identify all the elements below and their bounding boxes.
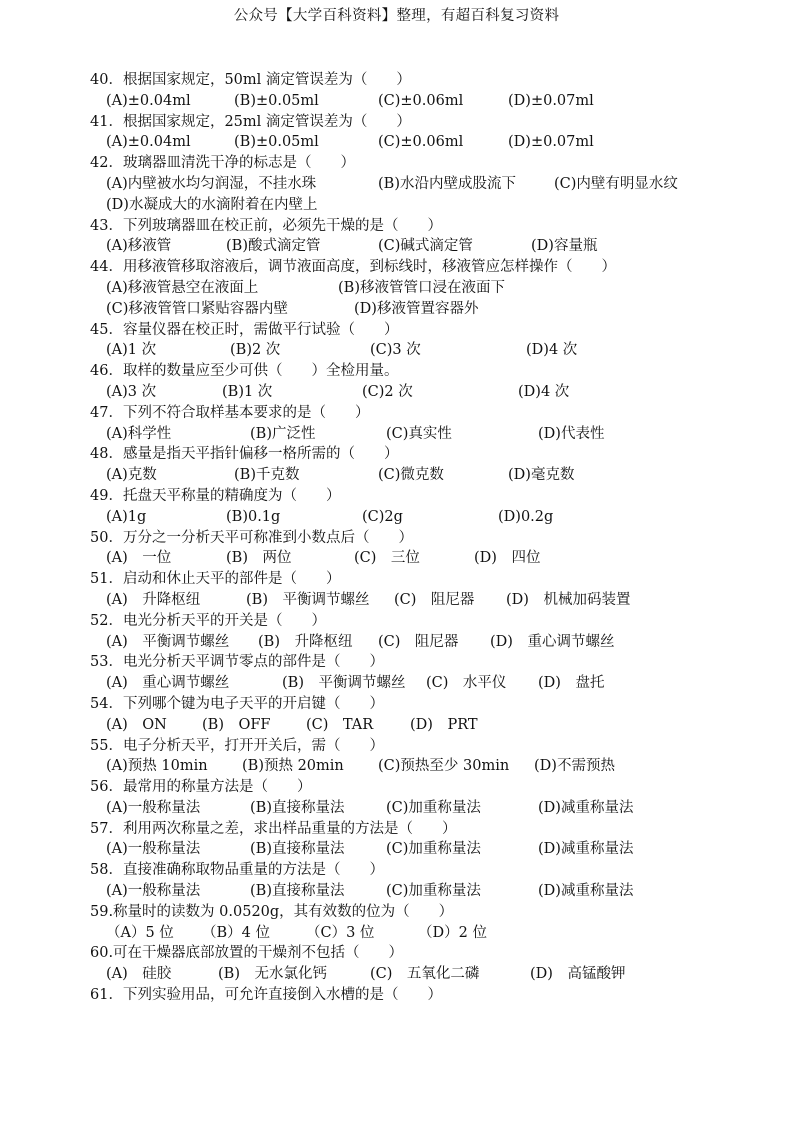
- question-item: [90, 528, 770, 570]
- question-item: [90, 611, 770, 653]
- question-item: [90, 819, 770, 861]
- option-text: (C)2g: [362, 508, 403, 525]
- option-text: (A) 一位: [106, 550, 172, 567]
- option-text: (C)预热至少 30min: [378, 758, 510, 775]
- option-text: (D)减重称量法: [538, 883, 634, 900]
- question-text: 51．启动和休止天平的部件是（ ）: [90, 571, 341, 588]
- question-item: [90, 943, 770, 985]
- option-text: (D) 盘托: [538, 675, 605, 692]
- option-text: (C)微克数: [378, 467, 444, 484]
- option-text: (C) 阻尼器: [394, 591, 475, 608]
- option-text: (D) PRT: [410, 716, 478, 733]
- question-item: [90, 985, 770, 1006]
- options-row: [106, 964, 770, 985]
- question-text: 54．下列哪个键为电子天平的开启键（ ）: [90, 695, 384, 712]
- options-row: [106, 132, 770, 153]
- options-row: [106, 673, 770, 694]
- option-text: (A)±0.04ml: [106, 134, 191, 151]
- options-row: [106, 632, 770, 653]
- option-text: （D）2 位: [418, 924, 487, 941]
- question-item: [90, 486, 770, 528]
- option-text: (C)加重称量法: [386, 883, 481, 900]
- option-text: (B) 平衡调节螺丝: [282, 675, 406, 692]
- question-text: 58．直接准确称取物品重量的方法是（ ）: [90, 862, 384, 879]
- option-text: (B) 无水氯化钙: [218, 966, 327, 983]
- question-item: [90, 860, 770, 902]
- question-text: 52．电光分析天平的开关是（ ）: [90, 612, 326, 629]
- option-text: (C)2 次: [362, 383, 413, 400]
- option-text: (D)毫克数: [508, 467, 575, 484]
- option-text: (D)水凝成大的水滴附着在内壁上: [106, 196, 318, 213]
- option-text: (D)不需预热: [534, 758, 615, 775]
- option-text: (B)预热 20min: [242, 758, 344, 775]
- question-item: [90, 361, 770, 403]
- option-text: (A)预热 10min: [106, 758, 208, 775]
- option-text: (A)一般称量法: [106, 841, 201, 858]
- option-text: (D) 机械加码装置: [506, 591, 631, 608]
- option-text: (C) 三位: [354, 550, 420, 567]
- option-text: (A)移液管: [106, 238, 172, 255]
- option-text: (D) 高锰酸钾: [530, 966, 626, 983]
- question-text: 46．取样的数量应至少可供（ ）全检用量。: [90, 363, 399, 380]
- option-text: (C)3 次: [370, 342, 421, 359]
- options-row: [106, 715, 770, 736]
- option-text: (A)内壁被水均匀润湿，不挂水珠: [106, 175, 317, 192]
- question-item: [90, 257, 770, 319]
- option-text: (A)1g: [106, 508, 147, 525]
- option-text: (B)±0.05ml: [234, 134, 319, 151]
- option-text: (D) 重心调节螺丝: [490, 633, 615, 650]
- question-text: 40．根据国家规定，50ml 滴定管误差为（ ）: [90, 72, 411, 88]
- option-text: (D)减重称量法: [538, 799, 634, 816]
- question-item: [90, 777, 770, 819]
- options-row: [106, 923, 770, 944]
- question-item: [90, 736, 770, 778]
- option-text: (A)克数: [106, 467, 157, 484]
- options-row: [106, 424, 770, 445]
- option-text: (A) 重心调节螺丝: [106, 675, 230, 692]
- option-text: (B) 升降枢纽: [258, 633, 353, 650]
- option-text: (B)直接称量法: [250, 883, 345, 900]
- option-text: (A)一般称量法: [106, 883, 201, 900]
- question-item: [90, 444, 770, 486]
- question-item: [90, 112, 770, 154]
- question-item: [90, 403, 770, 445]
- option-text: (B)千克数: [234, 467, 300, 484]
- question-item: [90, 569, 770, 611]
- option-text: (A) 硅胶: [106, 966, 172, 983]
- question-text: 50．万分之一分析天平可称准到小数点后（ ）: [90, 529, 413, 546]
- options-row: [106, 174, 770, 195]
- question-text: 60.可在干燥器底部放置的干燥剂不包括（ ）: [90, 945, 404, 962]
- option-text: (C)内壁有明显水纹: [554, 175, 678, 192]
- option-text: (A)科学性: [106, 425, 172, 442]
- option-text: (D)±0.07ml: [508, 134, 594, 151]
- question-item: [90, 216, 770, 258]
- options-row: [106, 91, 770, 112]
- option-text: (D) 四位: [474, 550, 541, 567]
- options-row: [106, 340, 770, 361]
- option-text: (B)移液管管口浸在液面下: [338, 279, 505, 296]
- options-row: [106, 798, 770, 819]
- question-item: [90, 902, 770, 944]
- option-text: （B）4 位: [202, 924, 270, 941]
- question-text: 44．用移液管移取溶液后，调节液面高度，到标线时，移液管应怎样操作（ ）: [90, 259, 616, 276]
- option-text: (D)代表性: [538, 425, 605, 442]
- option-text: (D)4 次: [518, 383, 570, 400]
- question-item: [90, 694, 770, 736]
- option-text: (C)±0.06ml: [378, 92, 464, 109]
- option-text: (B) OFF: [202, 716, 271, 733]
- option-text: (B) 平衡调节螺丝: [246, 591, 370, 608]
- question-text: 57．利用两次称量之差，求出样品重量的方法是（ ）: [90, 820, 457, 837]
- options-row: [106, 590, 770, 611]
- option-text: (C) 阻尼器: [378, 633, 459, 650]
- page-header: 公众号【大学百科资料】整理，有超百科复习资料: [233, 8, 560, 24]
- option-text: (C) 五氧化二磷: [370, 966, 480, 983]
- option-text: (B)广泛性: [250, 425, 316, 442]
- question-text: 49．托盘天平称量的精确度为（ ）: [90, 487, 341, 504]
- option-text: (C)加重称量法: [386, 799, 481, 816]
- options-row: [106, 382, 770, 403]
- options-row: [106, 195, 770, 216]
- option-text: (A)±0.04ml: [106, 92, 191, 109]
- option-text: （C）3 位: [306, 924, 375, 941]
- option-text: (B)1 次: [222, 383, 273, 400]
- option-text: (A)3 次: [106, 383, 157, 400]
- option-text: (C)移液管管口紧贴容器内壁: [106, 300, 288, 317]
- option-text: (B)水沿内壁成股流下: [378, 175, 516, 192]
- options-row: [106, 465, 770, 486]
- question-text: 48．感量是指天平指针偏移一格所需的（ ）: [90, 446, 399, 463]
- option-text: (B)±0.05ml: [234, 92, 319, 109]
- option-text: (D)±0.07ml: [508, 92, 594, 109]
- options-row: [106, 507, 770, 528]
- question-text: 55．电子分析天平，打开开关后，需（ ）: [90, 737, 384, 754]
- option-text: (A)1 次: [106, 342, 157, 359]
- question-item: [90, 70, 770, 112]
- option-text: (C)±0.06ml: [378, 134, 464, 151]
- options-row: [106, 881, 770, 902]
- options-row: [106, 278, 770, 299]
- option-text: (B)2 次: [230, 342, 281, 359]
- option-text: (C)碱式滴定管: [378, 238, 473, 255]
- option-text: (B)直接称量法: [250, 841, 345, 858]
- option-text: (C)真实性: [386, 425, 452, 442]
- option-text: (B)酸式滴定管: [226, 238, 321, 255]
- question-text: 47．下列不符合取样基本要求的是（ ）: [90, 404, 370, 421]
- option-text: (C) 水平仪: [426, 675, 507, 692]
- option-text: (A) 平衡调节螺丝: [106, 633, 230, 650]
- question-list: [90, 70, 770, 1006]
- option-text: (B)0.1g: [226, 508, 281, 525]
- option-text: (A) ON: [106, 716, 167, 733]
- option-text: (D)容量瓶: [531, 238, 598, 255]
- option-text: （A）5 位: [106, 924, 174, 941]
- question-text: 61．下列实验用品，可允许直接倒入水槽的是（ ）: [90, 987, 442, 1004]
- option-text: (A) 升降枢纽: [106, 591, 201, 608]
- option-text: (C) TAR: [306, 716, 374, 733]
- question-text: 45．容量仪器在校正时，需做平行试验（ ）: [90, 321, 399, 338]
- option-text: (A)移液管悬空在液面上: [106, 279, 259, 296]
- question-item: [90, 153, 770, 215]
- question-text: 53．电光分析天平调节零点的部件是（ ）: [90, 654, 384, 671]
- options-row: [106, 756, 770, 777]
- question-text: 43．下列玻璃器皿在校正前，必须先干燥的是（ ）: [90, 217, 442, 234]
- options-row: [106, 839, 770, 860]
- question-text: 59.称量时的读数为 0.0520g，其有效数的位为（ ）: [90, 903, 454, 920]
- option-text: (D)0.2g: [498, 508, 554, 525]
- option-text: (D)移液管置容器外: [354, 300, 479, 317]
- options-row: [106, 548, 770, 569]
- question-item: [90, 652, 770, 694]
- option-text: (C)加重称量法: [386, 841, 481, 858]
- question-text: 41．根据国家规定，25ml 滴定管误差为（ ）: [90, 113, 411, 130]
- option-text: (B)直接称量法: [250, 799, 345, 816]
- option-text: (B) 两位: [226, 550, 292, 567]
- question-text: 56．最常用的称量方法是（ ）: [90, 779, 312, 796]
- options-row: [106, 236, 770, 257]
- question-text: 42．玻璃器皿清洗干净的标志是（ ）: [90, 155, 355, 172]
- option-text: (D)4 次: [526, 342, 578, 359]
- question-item: [90, 320, 770, 362]
- options-row: [106, 299, 770, 320]
- option-text: (A)一般称量法: [106, 799, 201, 816]
- option-text: (D)减重称量法: [538, 841, 634, 858]
